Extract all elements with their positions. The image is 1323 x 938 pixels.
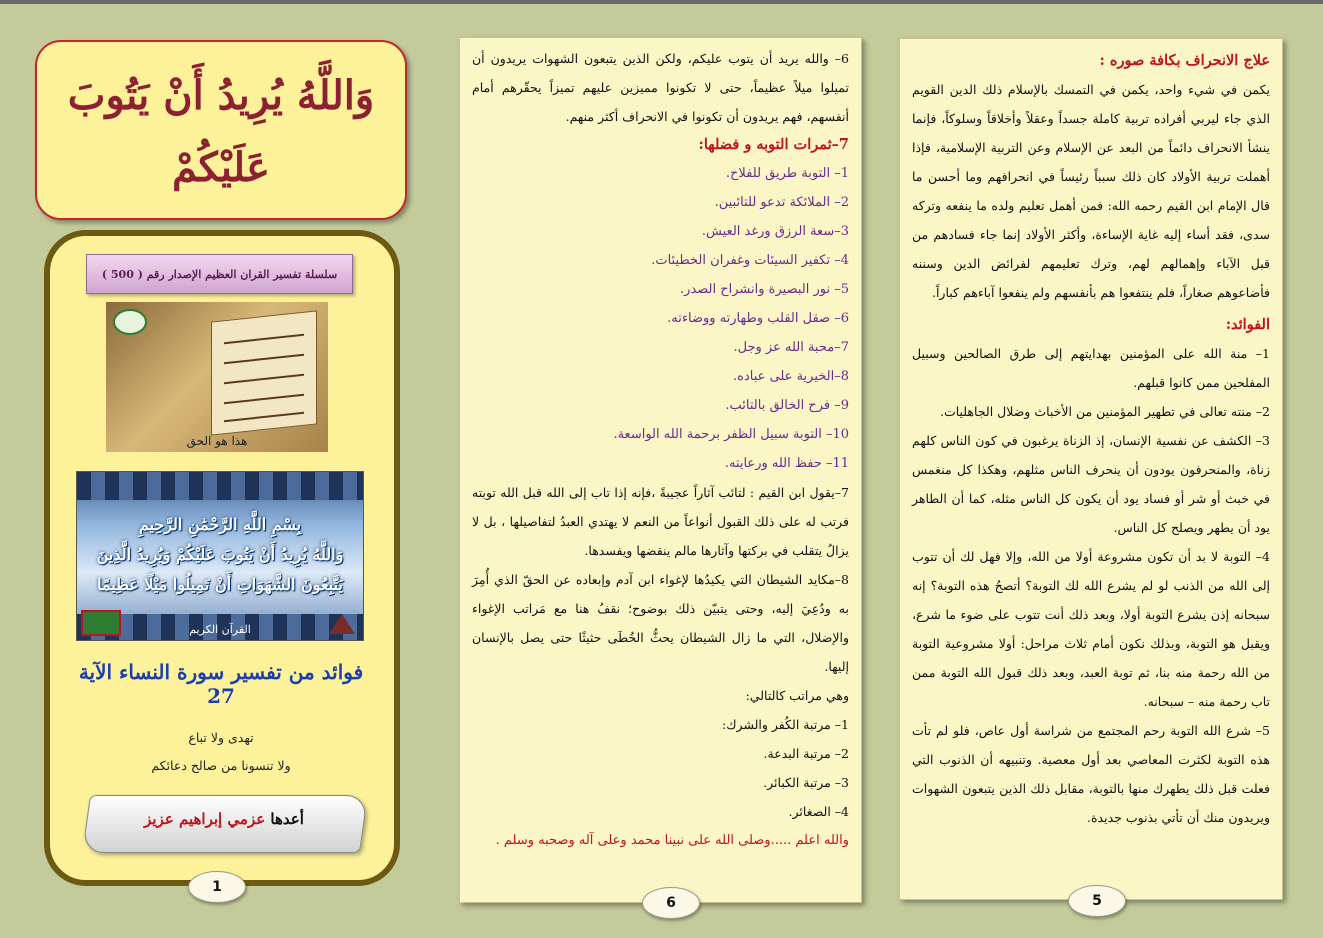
top-border (0, 0, 1323, 4)
fruits-heading: 7–ثمرات التوبه و فضلها: (698, 136, 849, 153)
fruit-item: 10– التوبة سبيل الظفر برحمة الله الواسعة. (613, 427, 849, 442)
calligraphy-lines (212, 312, 316, 435)
closing-prayer: والله اعلم .....وصلى الله على نبينا محمد وعلى آله وصحبه وسلم . (495, 833, 849, 848)
sura-title: فوائد من تفسير سورة النساء الآية 27 (78, 660, 364, 708)
cover-title-line2: عَلَيْكُمْ (172, 144, 270, 191)
gift-line-2: ولا تنسونا من صالح دعائكم (151, 758, 291, 773)
benefit-4: 4– التوبة لا بد أن تكون مشروعة أولا من الله، وإلا فهل لك أن تتوب إلى الله من الذنب لو لم يشرع الله لك التوبة؟ أتصحُ هذه التوبة؟ إنه سبحانه إذن يشرع التوبة أولا، وبعد ذلك أنت تتوب على ضوء ما شرع، ويقبل هو التوبة، وبذلك نكون أمام ثلاث مراحل: أولا مشروعية التوبة من الله رحمة منه بنا، ثم توبة العبد، وبعد ذلك قبول الله التوبة ممن تاب رحمة منه – سبحانه. (912, 549, 1270, 709)
verse-top-band (77, 472, 363, 500)
p6-intro: 6– والله يريد أن يتوب عليكم، ولكن الذين يتبعون الشهوات يريدون أن تميلوا ميلاً عظيماً، حتى لا تكونوا مميزين عليهم تميزاً يحقّرهم أمام أنفسهم، فهم يريدون أن تكونوا في الانحراف أكثر منهم. (472, 51, 849, 124)
benefits-heading: الفوائد: (1225, 316, 1270, 333)
page-6-column (459, 37, 862, 903)
cover-title-box (35, 40, 407, 220)
emblem-icon (112, 308, 148, 336)
rank-item: 3– مرتبة الكبائر. (763, 775, 849, 790)
fruit-item: 2– الملائكة تدعو للتائبين. (714, 195, 849, 210)
author-name: عزمي إبراهيم عزيز (144, 810, 266, 828)
page-number-6: 6 (642, 887, 700, 919)
benefit-5: 5– شرع الله التوبة رحم المجتمع من شراسة أول عاص، فلو لم تأت هذه التوبة لكثرت المعاصي بعد أول معصية. وتنبيهه أن الذنوب التي فعلت قبل ذلك يطهرك منها بالتوبة، مقابل ذلك الذين يتبعون الشهوات ويريدون منك أن تأتي بذنوب جديدة. (912, 723, 1270, 825)
cover-title-line1: وَاللَّهُ يُرِيدُ أَنْ يَتُوبَ (67, 72, 375, 119)
verse-image (76, 471, 364, 641)
devil-paragraph: 8–مكايد الشيطان التي يكيدُها لإغواء ابن آدم وإبعاده عن الحقّ الذي أُمِرَ به ودُعِيَ إليه، وحتى يتبيّن ذلك بوضوح؛ نقفُ هنا مع مَراتب الإغواء والإضلال، التي ما زال الشيطان يحثُّ الخُطَى حثيثًا حتى يصل بالإنسان إليها. (472, 572, 849, 674)
rank-item: 2– مرتبة البدعة. (763, 746, 849, 761)
cover-title (47, 60, 395, 204)
fruit-item: 3–سعة الرزق ورغد العيش. (701, 224, 849, 239)
verse-text-block (77, 510, 363, 600)
series-text: سلسلة تفسير القران العظيم الإصدار رقم ( 500 ) (101, 267, 338, 281)
page-number-5: 5 (1068, 885, 1126, 917)
fruit-item: 6– صقل القلب وطهارته ووضاءته. (667, 311, 849, 326)
treatment-heading: علاج الانحراف بكافة صوره : (1099, 52, 1270, 69)
page-number-1: 1 (188, 871, 246, 903)
ibn-qayyim-paragraph: 7–يقول ابن القيم : لتائب آثاراً عجيبةً ،فإنه إذا تاب إلى الله قبل الله توبته فرتب له على ذلك القبول أنواعاً من النعم لا يهتدي العبدُ لتفاصيلها ، بل لا يزالُ يتقلب في بركتها وآثارها مالم ينقضها ويفسدها. (472, 485, 849, 558)
fruit-item: 11– حفظ الله ورعايته. (724, 456, 849, 471)
author-label: أعدها (270, 810, 304, 828)
verse-footer: القرآن الكريم (189, 623, 251, 636)
fruit-item: 5– نور البصيرة وانشراح الصدر. (680, 282, 849, 297)
verse-basmala: بِسْمِ اللَّهِ الرَّحْمَٰنِ الرَّحِيمِ (138, 515, 302, 534)
author-credit (86, 810, 362, 828)
fruit-item: 8–الخيرية على عباده. (733, 369, 849, 384)
fruit-item: 1– التوبة طريق للفلاح. (725, 166, 849, 181)
rank-item: 1– مرتبة الكُفر والشرك: (722, 717, 849, 732)
fruit-item: 4– تكفير السيئات وغفران الخطيئات. (651, 253, 849, 268)
book-stand-icon (327, 610, 357, 636)
rank-item: 4– الصغائر. (788, 804, 849, 819)
fruit-item: 9– فرح الخالق بالتائب. (725, 398, 849, 413)
gift-line-1: تهدى ولا تباع (188, 730, 254, 745)
mushaf-icon (81, 610, 121, 636)
verse-line-1: وَاللَّهُ يُرِيدُ أَنْ يَتُوبَ عَلَيْكُمْ وَيُرِيدُ الَّذِينَ (96, 545, 344, 564)
benefit-1: 1– منة الله على المؤمنين بهدايتهم إلى طرق الصالحين وسبيل المفلحين ممن كانوا قبلهم. (912, 346, 1270, 390)
treatment-paragraph: يكمن في شيء واحد، يكمن في التمسك بالإسلام ذلك الدين القويم الذي جاء ليربي أفراده تربية كاملة جسداً وعقلاً وأخلاقاً وسلوكاً، فإنما ينشأ الانحراف دائماً من البعد عن الإسلام وعن التربية الإسلامية، فإذا أهملت تربية الأولاد كان ذلك سبباً رئيساً في انحرافهم وما أحسن ما قال الإمام ابن القيم رحمه الله: فمن أهمل تعليم ولده ما ينفعه وتركه سدى، فقد أساء إليه غاية الإساءة، وأكثر الأولاد إنما جاء فسادهم من قبل الآباء وإهمالهم لهم، وترك تعليمهم لفرائض الدين وسننه فأضاعوهم صغاراً، فلم ينتفعوا هم بأنفسهم ولم ينفعوا آباءهم كباراً. (912, 82, 1270, 300)
fruit-item: 7–محبة الله عز وجل. (733, 340, 849, 355)
book-page (211, 310, 317, 435)
quran-book-image (106, 302, 328, 452)
verse-line-2: يَتَّبِعُونَ الشَّهَوَاتِ أَنْ تَمِيلُوا مَيْلًا عَظِيمًا (97, 575, 343, 594)
book-caption: هذا هو الحق (186, 434, 248, 448)
page-5-column (899, 38, 1283, 900)
series-banner (86, 254, 353, 294)
benefit-3: 3– الكشف عن نفسية الإنسان، إذ الزناة يرغبون في كون الناس كلهم زناة، والمنحرفون يودون أن ينحرف الناس مثلهم، وهكذا كل منغمس في خبث أو شر أو فساد يود أن يكون كل الناس مثله، كما أن الطاهر يود أن يطهر ويصلح كل الناس. (912, 433, 1270, 535)
benefit-2: 2– منته تعالى في تطهير المؤمنين من الأخباث وضلال الجاهليات. (939, 404, 1270, 419)
ranks-intro: وهي مراتب كالتالي: (745, 688, 849, 703)
